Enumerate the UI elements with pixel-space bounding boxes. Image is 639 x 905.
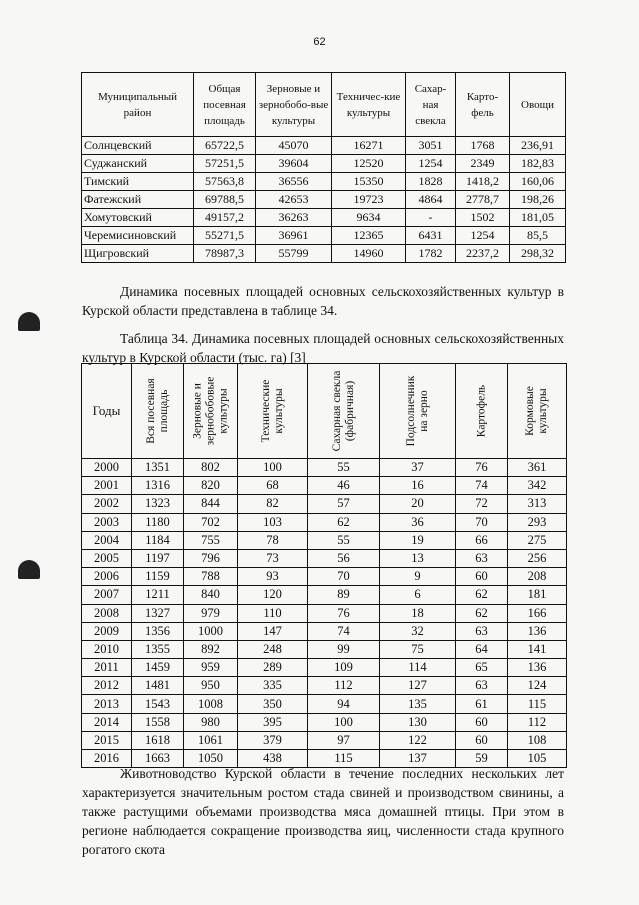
year-cell: 2000: [82, 459, 132, 477]
table-cell: 289: [238, 659, 308, 677]
year-cell: 2003: [82, 513, 132, 531]
table-cell: 1008: [184, 695, 238, 713]
table-cell: 275: [508, 531, 567, 549]
table-cell: 36961: [256, 227, 332, 245]
table-cell: 136: [508, 659, 567, 677]
column-header: Годы: [82, 364, 132, 459]
table-cell: 55271,5: [194, 227, 256, 245]
year-cell: 2010: [82, 640, 132, 658]
table-cell: 6431: [406, 227, 456, 245]
table-cell: 2237,2: [456, 245, 510, 263]
column-header: Карто-фель: [456, 73, 510, 137]
table-row: [82, 155, 566, 173]
table-cell: 114: [380, 659, 456, 677]
table-row: [82, 713, 567, 731]
district-name: Хомутовский: [82, 209, 194, 227]
table-row: [82, 459, 567, 477]
table-cell: 361: [508, 459, 567, 477]
rotated-header-label: Кормовые культуры: [524, 386, 549, 436]
table-cell: 182,83: [510, 155, 566, 173]
table-cell: 1197: [132, 549, 184, 567]
table-cell: 73: [238, 549, 308, 567]
table-cell: 32: [380, 622, 456, 640]
table-row: [82, 227, 566, 245]
table-cell: 74: [456, 477, 508, 495]
table-cell: 137: [380, 750, 456, 768]
table-caption: Таблица 34. Динамика посевных площадей основных сельскохозяйственных культур в Курской области (тыс. га) [3]: [82, 331, 564, 365]
year-cell: 2007: [82, 586, 132, 604]
table-cell: 4864: [406, 191, 456, 209]
year-cell: 2011: [82, 659, 132, 677]
table-cell: 130: [380, 713, 456, 731]
table-cell: 1000: [184, 622, 238, 640]
year-cell: 2008: [82, 604, 132, 622]
rotated-header-label: Подсолнечник на зерно: [404, 375, 430, 447]
table-row: [82, 622, 567, 640]
table-cell: 788: [184, 568, 238, 586]
table-cell: 379: [238, 731, 308, 749]
table-cell: 46: [308, 477, 380, 495]
table-cell: 438: [238, 750, 308, 768]
table-cell: 979: [184, 604, 238, 622]
table-cell: 78987,3: [194, 245, 256, 263]
table-row: [82, 568, 567, 586]
binder-hole-mark: [18, 560, 40, 579]
table-cell: 115: [308, 750, 380, 768]
table-cell: 1254: [456, 227, 510, 245]
table-row: [82, 659, 567, 677]
year-cell: 2005: [82, 549, 132, 567]
table-cell: 63: [456, 549, 508, 567]
table-cell: 9: [380, 568, 456, 586]
table-cell: 69788,5: [194, 191, 256, 209]
table-cell: 63: [456, 677, 508, 695]
table-cell: 110: [238, 604, 308, 622]
table-cell: 100: [238, 459, 308, 477]
district-name: Тимский: [82, 173, 194, 191]
table-cell: 19723: [332, 191, 406, 209]
table-cell: 70: [456, 513, 508, 531]
table-cell: 1323: [132, 495, 184, 513]
table-cell: 37: [380, 459, 456, 477]
table-cell: 57: [308, 495, 380, 513]
table-cell: 42653: [256, 191, 332, 209]
table-cell: 64: [456, 640, 508, 658]
year-cell: 2015: [82, 731, 132, 749]
table-row: [82, 191, 566, 209]
table-cell: 840: [184, 586, 238, 604]
table-cell: 108: [508, 731, 567, 749]
table-row: [82, 477, 567, 495]
table-cell: 1184: [132, 531, 184, 549]
table-cell: 100: [308, 713, 380, 731]
table-cell: 980: [184, 713, 238, 731]
table-cell: 141: [508, 640, 567, 658]
table-cell: 62: [456, 586, 508, 604]
column-header: [238, 364, 308, 459]
table-cell: 755: [184, 531, 238, 549]
table-cell: 16271: [332, 137, 406, 155]
table-cell: 39604: [256, 155, 332, 173]
table-cell: 55: [308, 459, 380, 477]
column-header: [184, 364, 238, 459]
column-header: Общая посевная площадь: [194, 73, 256, 137]
table-row: [82, 513, 567, 531]
table-cell: 1459: [132, 659, 184, 677]
table-cell: 1481: [132, 677, 184, 695]
table-cell: 147: [238, 622, 308, 640]
column-header: [308, 364, 380, 459]
table-cell: 1618: [132, 731, 184, 749]
table-cell: 97: [308, 731, 380, 749]
year-cell: 2004: [82, 531, 132, 549]
table-cell: 802: [184, 459, 238, 477]
table-cell: 66: [456, 531, 508, 549]
table-cell: 74: [308, 622, 380, 640]
table-cell: 3051: [406, 137, 456, 155]
table-cell: 2778,7: [456, 191, 510, 209]
table-cell: 1558: [132, 713, 184, 731]
table-cell: 19: [380, 531, 456, 549]
table-cell: 18: [380, 604, 456, 622]
table-cell: 124: [508, 677, 567, 695]
table-cell: 20: [380, 495, 456, 513]
table-cell: 136: [508, 622, 567, 640]
table-cell: 103: [238, 513, 308, 531]
table-cell: 57251,5: [194, 155, 256, 173]
district-name: Солнцевский: [82, 137, 194, 155]
table-cell: 76: [456, 459, 508, 477]
table-row: [82, 549, 567, 567]
table-row: [82, 173, 566, 191]
table-cell: 293: [508, 513, 567, 531]
table-cell: 55: [308, 531, 380, 549]
district-name: Суджанский: [82, 155, 194, 173]
table-cell: 1180: [132, 513, 184, 531]
table-cell: 55799: [256, 245, 332, 263]
table-cell: 72: [456, 495, 508, 513]
table-cell: 65722,5: [194, 137, 256, 155]
table-cell: 36556: [256, 173, 332, 191]
rotated-header-label: Технические культуры: [259, 379, 285, 443]
table-cell: 313: [508, 495, 567, 513]
column-header: [132, 364, 184, 459]
page-number: 62: [313, 36, 326, 48]
table-cell: 115: [508, 695, 567, 713]
table-cell: 198,26: [510, 191, 566, 209]
district-name: Щигровский: [82, 245, 194, 263]
table-row: [82, 604, 567, 622]
year-cell: 2001: [82, 477, 132, 495]
year-cell: 2016: [82, 750, 132, 768]
table-row: [82, 586, 567, 604]
table-cell: 57563,8: [194, 173, 256, 191]
table-cell: 1782: [406, 245, 456, 263]
table-cell: 248: [238, 640, 308, 658]
sown-area-dynamics-table: [81, 363, 567, 768]
table-cell: 112: [308, 677, 380, 695]
table-cell: 1061: [184, 731, 238, 749]
year-cell: 2014: [82, 713, 132, 731]
table-cell: 950: [184, 677, 238, 695]
table-cell: 36: [380, 513, 456, 531]
table-cell: 61: [456, 695, 508, 713]
table-cell: 181: [508, 586, 567, 604]
table-cell: 1327: [132, 604, 184, 622]
column-header: Техничес-кие культуры: [332, 73, 406, 137]
table-cell: 1663: [132, 750, 184, 768]
column-header: [380, 364, 456, 459]
rotated-header-label: Картофель: [475, 384, 487, 438]
table-cell: 59: [456, 750, 508, 768]
table-row: [82, 495, 567, 513]
table-cell: 844: [184, 495, 238, 513]
table-cell: 1351: [132, 459, 184, 477]
rotated-header-label: Сахарная свекла (фабричная): [330, 370, 356, 452]
rotated-header-label: Вся посевная площадь: [144, 378, 170, 444]
table-row: [82, 695, 567, 713]
table-cell: 68: [238, 477, 308, 495]
table-cell: 1828: [406, 173, 456, 191]
table-cell: 62: [308, 513, 380, 531]
table-cell: 62: [456, 604, 508, 622]
table-cell: 6: [380, 586, 456, 604]
table-cell: 1768: [456, 137, 510, 155]
table-cell: 1159: [132, 568, 184, 586]
table-cell: 335: [238, 677, 308, 695]
table-row: [82, 731, 567, 749]
table-cell: 56: [308, 549, 380, 567]
table-cell: 395: [238, 713, 308, 731]
table-cell: 65: [456, 659, 508, 677]
table-cell: 60: [456, 568, 508, 586]
year-cell: 2006: [82, 568, 132, 586]
table-cell: 45070: [256, 137, 332, 155]
table-cell: 109: [308, 659, 380, 677]
table-cell: 16: [380, 477, 456, 495]
table-cell: 94: [308, 695, 380, 713]
table-cell: 1211: [132, 586, 184, 604]
table-row: [82, 640, 567, 658]
table-cell: 959: [184, 659, 238, 677]
table-cell: 796: [184, 549, 238, 567]
table-cell: 342: [508, 477, 567, 495]
binder-hole-mark: [18, 312, 40, 331]
table-cell: 1418,2: [456, 173, 510, 191]
table-cell: 135: [380, 695, 456, 713]
table-cell: 208: [508, 568, 567, 586]
year-cell: 2002: [82, 495, 132, 513]
table-cell: 702: [184, 513, 238, 531]
table-cell: 12520: [332, 155, 406, 173]
column-header: Сахар-ная свекла: [406, 73, 456, 137]
table-cell: 1050: [184, 750, 238, 768]
table-cell: 82: [238, 495, 308, 513]
year-cell: 2009: [82, 622, 132, 640]
table-cell: 9634: [332, 209, 406, 227]
district-name: Фатежский: [82, 191, 194, 209]
livestock-paragraph: Животноводство Курской области в течение последних нескольких лет характеризуется значительным ростом стада свиней и производством свинины, а также растущими объемами производства мяса домашней птицы. При этом в регионе наблюдается сокращение производства яиц, численности стада крупного рогатого скота: [82, 766, 564, 857]
table-cell: 60: [456, 713, 508, 731]
table-cell: 820: [184, 477, 238, 495]
table-cell: 181,05: [510, 209, 566, 227]
table-cell: -: [406, 209, 456, 227]
district-name: Черемисиновский: [82, 227, 194, 245]
table-cell: 60: [456, 731, 508, 749]
rotated-header-label: Зерновые и зернобобовые культуры: [191, 376, 229, 446]
table-cell: 14960: [332, 245, 406, 263]
table-cell: 15350: [332, 173, 406, 191]
table-cell: 120: [238, 586, 308, 604]
table-cell: 13: [380, 549, 456, 567]
table-cell: 99: [308, 640, 380, 658]
year-cell: 2012: [82, 677, 132, 695]
table-cell: 63: [456, 622, 508, 640]
column-header: Зерновые и зернобобо-вые культуры: [256, 73, 332, 137]
table-cell: 160,06: [510, 173, 566, 191]
district-crops-table: [81, 72, 566, 263]
table-cell: 93: [238, 568, 308, 586]
table-cell: 1316: [132, 477, 184, 495]
table-cell: 166: [508, 604, 567, 622]
table-cell: 350: [238, 695, 308, 713]
table-cell: 892: [184, 640, 238, 658]
table-row: [82, 137, 566, 155]
column-header: Овощи: [510, 73, 566, 137]
table-cell: 298,32: [510, 245, 566, 263]
table-header-row: [82, 364, 567, 459]
table-cell: 127: [380, 677, 456, 695]
table-cell: 78: [238, 531, 308, 549]
table-cell: 122: [380, 731, 456, 749]
table-cell: 1355: [132, 640, 184, 658]
table-cell: 75: [380, 640, 456, 658]
table-cell: 12365: [332, 227, 406, 245]
intro-paragraph: Динамика посевных площадей основных сельскохозяйственных культур в Курской области представлена в таблице 34.: [82, 284, 564, 318]
table-cell: 1502: [456, 209, 510, 227]
table-cell: 70: [308, 568, 380, 586]
year-cell: 2013: [82, 695, 132, 713]
column-header: [508, 364, 567, 459]
table-cell: 1254: [406, 155, 456, 173]
column-header: Муниципальный район: [82, 73, 194, 137]
table-row: [82, 209, 566, 227]
table-cell: 256: [508, 549, 567, 567]
table-cell: 89: [308, 586, 380, 604]
table-cell: 76: [308, 604, 380, 622]
column-header: [456, 364, 508, 459]
table-cell: 36263: [256, 209, 332, 227]
table-row: [82, 531, 567, 549]
table-row: [82, 245, 566, 263]
table-cell: 1356: [132, 622, 184, 640]
table-cell: 105: [508, 750, 567, 768]
table-cell: 2349: [456, 155, 510, 173]
table-row: [82, 677, 567, 695]
table-cell: 1543: [132, 695, 184, 713]
table-header-row: [82, 73, 566, 137]
table-cell: 112: [508, 713, 567, 731]
table-cell: 85,5: [510, 227, 566, 245]
table-cell: 49157,2: [194, 209, 256, 227]
table-cell: 236,91: [510, 137, 566, 155]
